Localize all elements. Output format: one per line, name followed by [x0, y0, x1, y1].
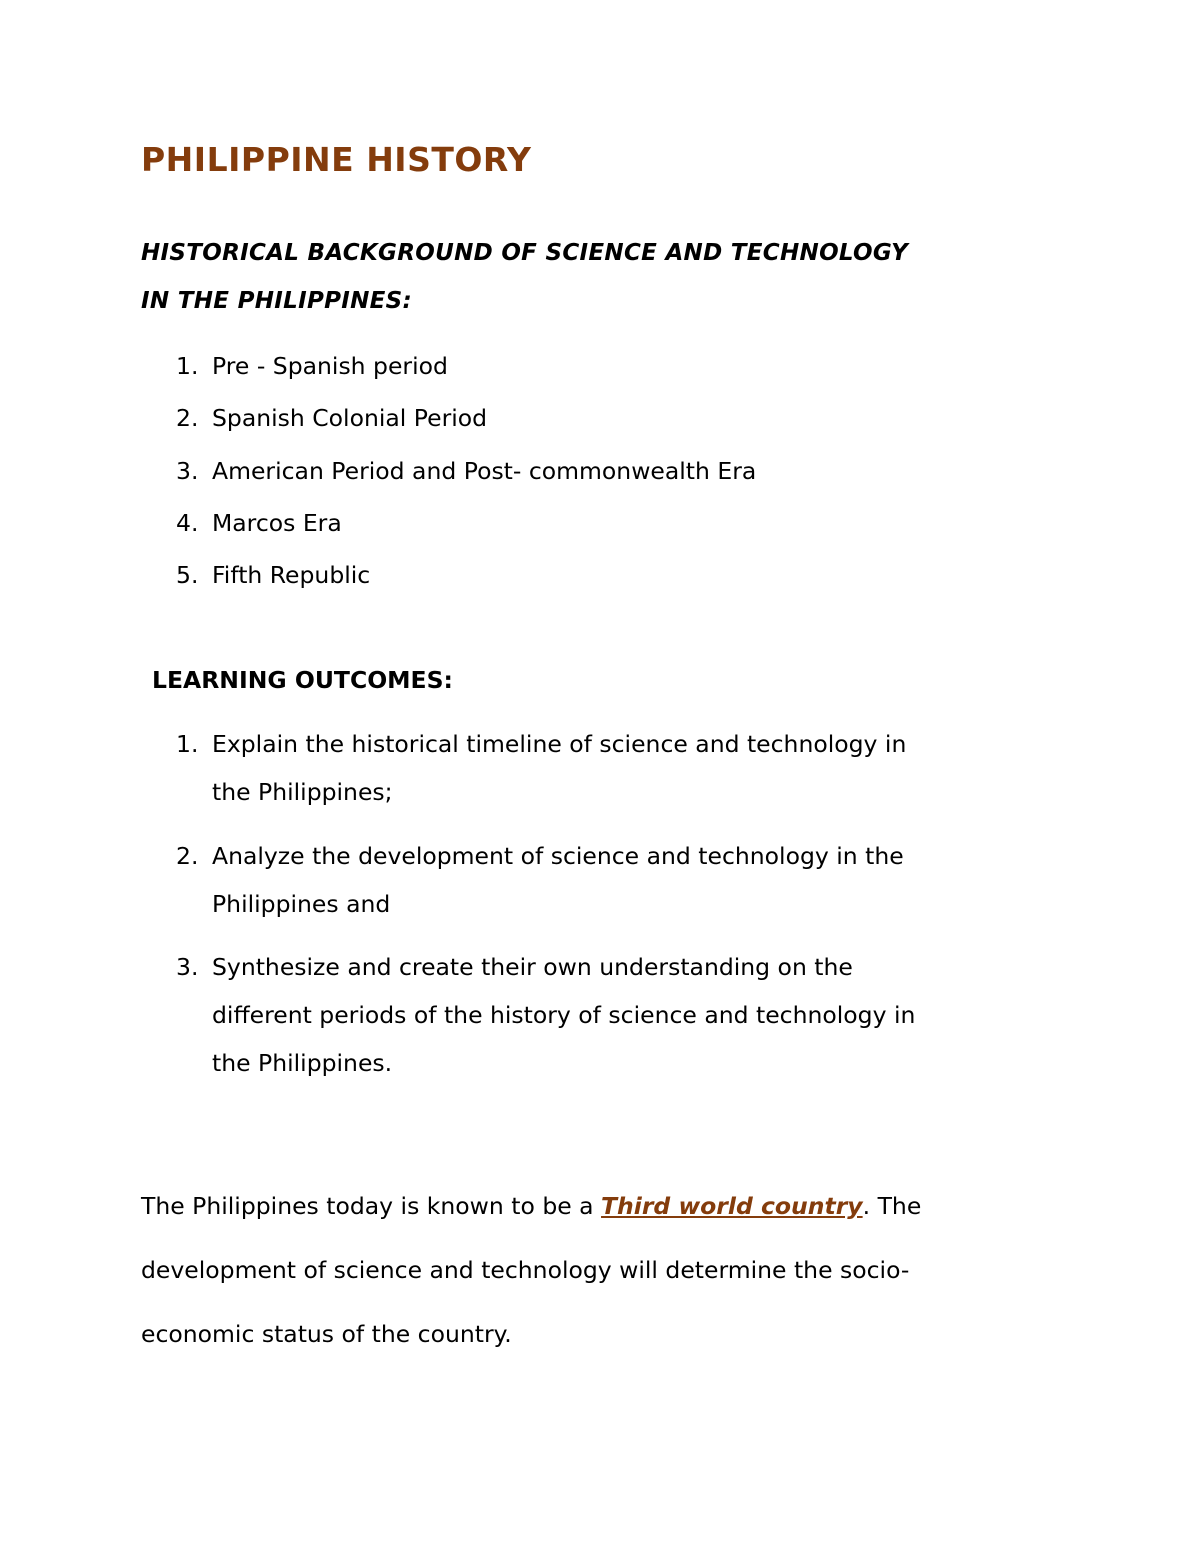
list-item-continuation: different periods of the history of science and technology in: [212, 1001, 916, 1029]
list-item: 1. Explain the historical timeline of science and technology in: [176, 730, 907, 758]
list-item: 4. Marcos Era: [176, 509, 342, 537]
paragraph-line-2: development of science and technology will determine the socio-: [141, 1256, 910, 1284]
list-item: 1. Pre - Spanish period: [176, 352, 448, 380]
list-item-continuation: Philippines and: [212, 890, 391, 918]
list-item: 2. Analyze the development of science and technology in the: [176, 842, 904, 870]
paragraph-line-1: The Philippines today is known to be a Third world country. The: [141, 1192, 922, 1220]
list-item: 5. Fifth Republic: [176, 561, 371, 589]
list-item-continuation: the Philippines;: [212, 778, 393, 806]
list-item: 2. Spanish Colonial Period: [176, 404, 488, 432]
subheading-line-1: HISTORICAL BACKGROUND OF SCIENCE AND TECHNOLOGY: [141, 240, 909, 266]
document-title: PHILIPPINE HISTORY: [141, 140, 532, 179]
list-item: 3. American Period and Post- commonwealth Era: [176, 457, 757, 485]
third-world-country-link[interactable]: Third world country: [601, 1192, 863, 1220]
subheading-line-2: IN THE PHILIPPINES:: [141, 288, 413, 314]
list-item-continuation: the Philippines.: [212, 1049, 393, 1077]
list-item: 3. Synthesize and create their own understanding on the: [176, 953, 853, 981]
learning-outcomes-heading: LEARNING OUTCOMES:: [152, 666, 453, 694]
paragraph-line-3: economic status of the country.: [141, 1320, 512, 1348]
